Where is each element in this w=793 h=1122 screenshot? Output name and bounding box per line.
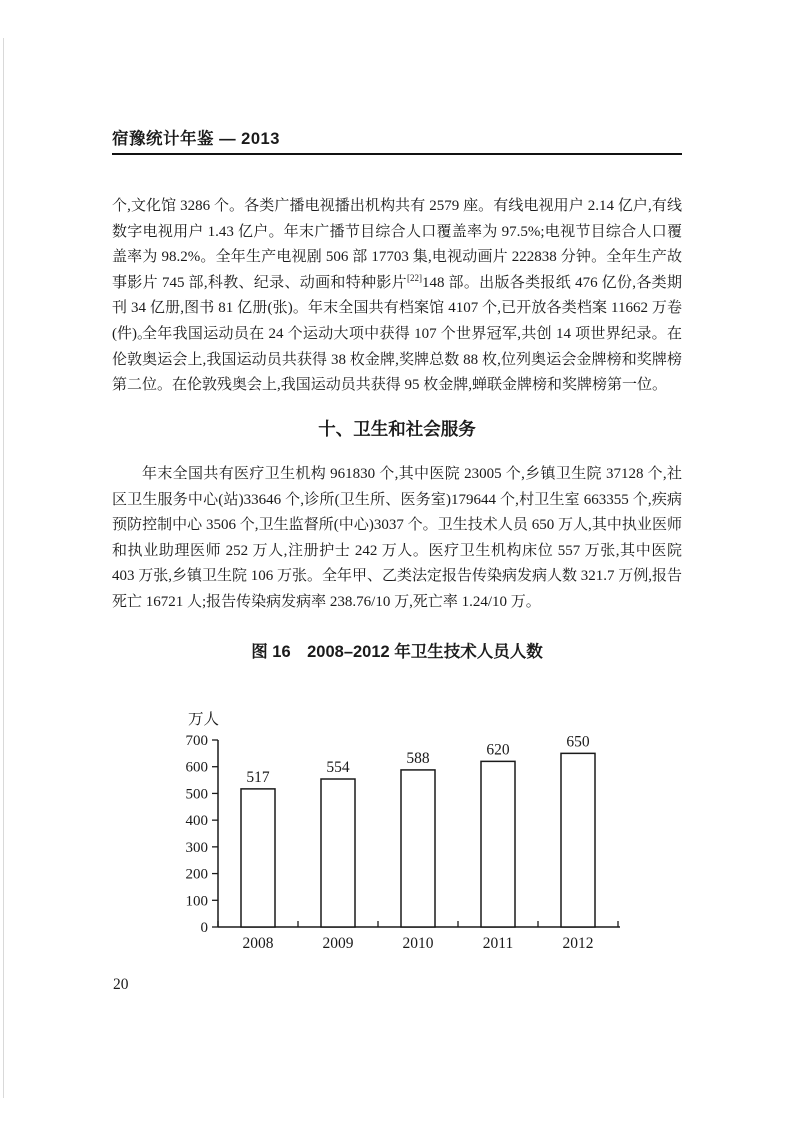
figure-chart <box>173 690 653 980</box>
bar-value-label: 554 <box>326 759 350 777</box>
x-axis-category-label: 2010 <box>402 935 434 952</box>
section-heading: 十、卫生和社会服务 <box>318 419 476 439</box>
paragraph-text: 148 部。出版各类报纸 476 亿份,各类期刊 34 亿册,图书 81 亿册(张)。年末全国共有档案馆 4107 个,已开放各类档案 11662 万卷(件)。 <box>112 274 682 342</box>
y-axis-tick-label: 400 <box>185 813 208 830</box>
y-axis-tick-label: 0 <box>200 920 208 936</box>
bar <box>481 761 515 927</box>
paragraph-text: 个,文化馆 3286 个。各类广播电视播出机构共有 2579 座。有线电视用户 2.14 亿户,有线数字电视用户 1.43 亿户。年末广播节目综合人口覆盖率为 97.5%;电视节目综合人口覆盖率为 98.2%。全年生产电视剧 506 部 17703 集,电视动画片 222838 分钟。全年生产故事影片 745 部,科教、纪录、动画和特种影片 <box>112 198 682 291</box>
bar <box>401 770 435 927</box>
bar-value-label: 588 <box>406 749 430 767</box>
header-title: 宿豫统计年鉴 — 2013 <box>112 130 280 148</box>
bar-value-label: 650 <box>566 733 590 751</box>
bar <box>321 779 355 927</box>
figure-title: 图 16 2008–2012 年卫生技术人员人数 <box>251 643 543 661</box>
scan-edge-artifact <box>3 38 4 1098</box>
paragraph-health-services: 年末全国共有医疗卫生机构 961830 个,其中医院 23005 个,乡镇卫生院 37128 个,社区卫生服务中心(站)33646 个,诊所(卫生所、医务室)179644 个,村卫生室 663355 个,疾病预防控制中心 3506 个,卫生监督所(中心)3037 个。卫生技术人员 650 万人,其中执业医师和执业助理医师 252 万人,注册护士 242 万人。医疗卫生机构床位 557 万张,其中医院 403 万张,乡镇卫生院 106 万张。全年甲、乙类法定报告传染病发病人数 321.7 万例,报告死亡 16721 人;报告传染病发病率 238.76/10 万,死亡率 1.24/10 万。 <box>112 466 683 610</box>
y-axis-unit-label: 万人 <box>188 711 220 728</box>
x-axis-category-label: 2009 <box>322 935 354 952</box>
paragraph-sports: 全年我国运动员在 24 个运动大项中获得 107 个世界冠军,共创 14 项世界纪录。在伦敦奥运会上,我国运动员共获得 38 枚金牌,奖牌总数 88 枚,位列奥运会金牌榜和奖牌榜第二位。在伦敦残奥会上,我国运动员共获得 95 枚金牌,蝉联金牌榜和奖牌榜第一位。 <box>112 326 682 394</box>
bar-value-label: 620 <box>486 741 510 759</box>
bar <box>561 753 595 927</box>
y-axis-tick-label: 600 <box>185 759 208 776</box>
y-axis-tick-label: 200 <box>185 866 208 883</box>
x-axis-category-label: 2011 <box>482 935 514 952</box>
page-number: 20 <box>113 976 129 993</box>
footnote-marker: [22] <box>407 272 422 283</box>
y-axis-tick-label: 500 <box>185 786 208 803</box>
bar-value-label: 517 <box>246 768 270 786</box>
y-axis-tick-label: 700 <box>185 733 208 749</box>
x-axis-category-label: 2008 <box>242 935 274 952</box>
page-header <box>112 130 682 155</box>
y-axis-tick-label: 100 <box>185 893 208 910</box>
y-axis-tick-label: 300 <box>185 839 208 856</box>
bar <box>241 789 275 927</box>
x-axis-category-label: 2012 <box>562 935 594 952</box>
